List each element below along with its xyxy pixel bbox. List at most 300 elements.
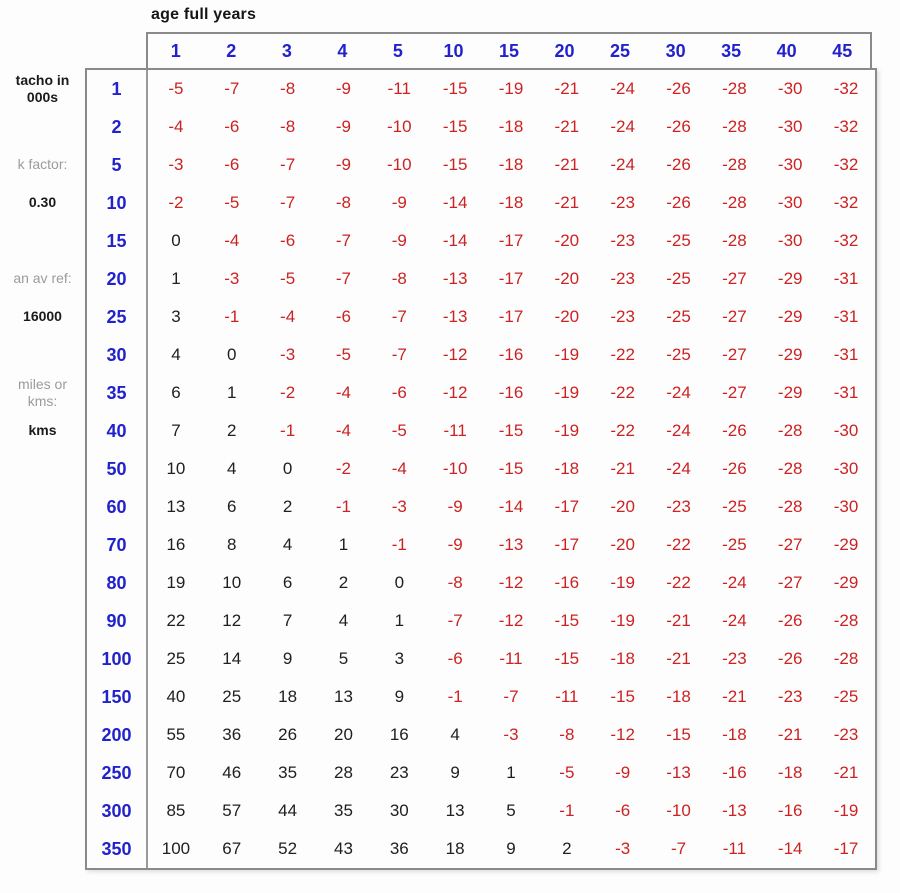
units-value-line: kms xyxy=(28,422,57,439)
data-cell: -11 xyxy=(722,839,747,858)
data-cell: -28 xyxy=(722,155,747,174)
data-cell: 35 xyxy=(333,801,353,820)
data-cell: -20 xyxy=(610,535,635,554)
data-cell: 0 xyxy=(394,573,405,592)
column-header: 20 xyxy=(554,40,575,61)
data-cell: -5 xyxy=(224,193,240,212)
data-cell: -15 xyxy=(498,421,524,440)
column-header: 30 xyxy=(665,40,686,61)
data-cell: -5 xyxy=(559,763,575,782)
data-cell: -18 xyxy=(498,155,524,174)
data-cell: 13 xyxy=(333,687,353,706)
data-cell: -23 xyxy=(610,307,635,326)
data-cell: -28 xyxy=(833,611,859,630)
data-cell: 4 xyxy=(450,725,460,744)
tacho-units-label xyxy=(0,70,85,108)
data-cell: -17 xyxy=(498,307,524,326)
data-cell: -30 xyxy=(777,155,803,174)
data-cell: -28 xyxy=(722,79,747,98)
data-cell: -9 xyxy=(447,497,463,516)
data-cell: -26 xyxy=(722,421,747,440)
data-cell: 67 xyxy=(222,839,242,858)
row-label: 350 xyxy=(101,838,132,859)
data-cell: -26 xyxy=(666,193,691,212)
data-cell: -25 xyxy=(833,687,859,706)
data-cell: -16 xyxy=(722,763,747,782)
data-cell: -27 xyxy=(722,269,747,288)
data-cell: -23 xyxy=(722,649,747,668)
data-cell: -7 xyxy=(391,345,407,364)
data-cell: -24 xyxy=(610,117,635,136)
row-label: 80 xyxy=(106,572,127,593)
data-cell: -24 xyxy=(722,573,747,592)
data-cell: -26 xyxy=(777,649,803,668)
data-cell: -25 xyxy=(722,497,747,516)
data-cell: -19 xyxy=(610,611,635,630)
data-cell: -31 xyxy=(833,307,859,326)
data-cell: -1 xyxy=(447,687,463,706)
data-cell: 18 xyxy=(278,687,298,706)
data-cell: -3 xyxy=(168,155,184,174)
data-cell: 1 xyxy=(506,763,516,782)
data-cell: -8 xyxy=(447,573,463,592)
data-cell: -25 xyxy=(666,231,691,250)
row-labels xyxy=(87,70,148,868)
column-header: 1 xyxy=(170,40,181,61)
data-cell: -30 xyxy=(833,459,859,478)
data-cell: -4 xyxy=(335,383,352,402)
data-cell: -24 xyxy=(722,611,747,630)
row-label: 10 xyxy=(106,192,127,213)
data-cell: -9 xyxy=(391,231,407,250)
data-cell: -7 xyxy=(280,193,296,212)
data-cell: -26 xyxy=(666,79,691,98)
data-cell: -7 xyxy=(670,839,687,858)
data-cell: 4 xyxy=(227,459,237,478)
data-cell: -21 xyxy=(610,459,635,478)
data-cell: 6 xyxy=(282,573,293,592)
data-cell: 9 xyxy=(450,763,460,782)
data-cell: -25 xyxy=(666,269,691,288)
data-cell: 40 xyxy=(166,687,186,706)
tacho-units-label-line: tacho in xyxy=(15,71,70,88)
data-cell: -24 xyxy=(666,459,691,478)
data-cell: -8 xyxy=(280,79,296,98)
data-cell: 5 xyxy=(338,649,349,668)
data-cell: -11 xyxy=(443,421,467,440)
data-cell: 19 xyxy=(166,573,186,592)
data-cell: -28 xyxy=(722,231,747,250)
data-cell: -22 xyxy=(666,535,691,554)
data-cell: 4 xyxy=(171,345,181,364)
data-cell: -22 xyxy=(666,573,691,592)
data-cell: -16 xyxy=(498,383,524,402)
data-cell: -2 xyxy=(280,383,296,402)
data-cell: 28 xyxy=(333,763,353,782)
data-cell: 26 xyxy=(278,725,298,744)
data-cell: -28 xyxy=(777,497,803,516)
data-cell: -30 xyxy=(777,231,803,250)
data-cell: -3 xyxy=(280,345,296,364)
data-cell: 10 xyxy=(222,573,242,592)
data-cell: -15 xyxy=(442,155,468,174)
column-header: 25 xyxy=(610,40,631,61)
data-cell: -15 xyxy=(442,117,468,136)
data-cell: -9 xyxy=(391,193,407,212)
data-cell: -22 xyxy=(610,345,635,364)
data-cell: -32 xyxy=(833,117,859,136)
row-label: 30 xyxy=(106,344,127,365)
column-header: 3 xyxy=(281,40,292,61)
data-cell: -26 xyxy=(666,155,691,174)
data-cell: -1 xyxy=(224,307,240,326)
data-cell: 9 xyxy=(394,687,405,706)
data-cell: -21 xyxy=(554,155,580,174)
data-cell: 52 xyxy=(278,839,298,858)
data-cell: 46 xyxy=(222,763,242,782)
data-cell: -1 xyxy=(335,497,352,516)
data-cell: -13 xyxy=(442,269,468,288)
data-cell: -27 xyxy=(722,383,747,402)
data-cell: -25 xyxy=(722,535,747,554)
data-cell: -13 xyxy=(722,801,747,820)
k-factor-value-line: 0.30 xyxy=(28,194,57,211)
row-label: 35 xyxy=(106,382,127,403)
data-cell: -2 xyxy=(168,193,184,212)
data-cell: -22 xyxy=(610,421,635,440)
data-cell: -4 xyxy=(335,421,352,440)
data-cell: -6 xyxy=(447,649,463,668)
data-cell: -3 xyxy=(615,839,631,858)
column-header: 4 xyxy=(337,40,348,61)
data-cell: -29 xyxy=(777,345,803,364)
row-label: 150 xyxy=(101,686,132,707)
data-cell: 44 xyxy=(278,801,298,820)
data-cell: -10 xyxy=(442,459,468,478)
data-cell: -14 xyxy=(777,839,803,858)
data-cell: 7 xyxy=(171,421,181,440)
data-cell: -12 xyxy=(498,573,524,592)
data-cell: -12 xyxy=(610,725,635,744)
data-cell: -3 xyxy=(391,497,407,516)
data-cell: 25 xyxy=(166,649,186,668)
data-cell: 70 xyxy=(166,763,186,782)
data-cell: -19 xyxy=(554,383,580,402)
data-cell: -32 xyxy=(833,231,859,250)
data-cell: -12 xyxy=(442,345,468,364)
data-cell: -12 xyxy=(498,611,524,630)
data-cell: 4 xyxy=(282,535,293,554)
data-cell: -15 xyxy=(666,725,691,744)
data-cell: -18 xyxy=(777,763,803,782)
tacho-units-label-line: 000s xyxy=(26,89,59,105)
data-cell: -3 xyxy=(503,725,519,744)
data-cell: 1 xyxy=(338,535,349,554)
data-cell: -29 xyxy=(777,307,803,326)
data-cell: 7 xyxy=(282,611,293,630)
row-label: 250 xyxy=(101,762,132,783)
data-cell: -16 xyxy=(777,801,803,820)
data-cell: 14 xyxy=(222,649,242,668)
data-cell: -18 xyxy=(498,193,524,212)
row-label: 90 xyxy=(106,610,127,631)
data-cell: -27 xyxy=(777,573,803,592)
data-cell: 6 xyxy=(227,497,237,516)
data-cell: -27 xyxy=(777,535,803,554)
data-cell: -26 xyxy=(777,611,803,630)
data-cell: 16 xyxy=(166,535,186,554)
data-cell: -21 xyxy=(666,649,691,668)
data-cell: -30 xyxy=(833,421,859,440)
data-cell: -8 xyxy=(559,725,575,744)
data-cell: -2 xyxy=(335,459,352,478)
data-cell: 13 xyxy=(166,497,186,516)
data-cell: 43 xyxy=(333,839,353,858)
data-cell: -3 xyxy=(224,269,240,288)
data-cell: 10 xyxy=(166,459,186,478)
data-cell: 2 xyxy=(338,573,349,592)
data-cell: -9 xyxy=(615,763,631,782)
data-cell: -17 xyxy=(833,839,859,858)
data-cell: -8 xyxy=(280,117,296,136)
row-label: 1 xyxy=(111,78,122,99)
data-cell: -9 xyxy=(335,117,352,136)
data-cell: -4 xyxy=(280,307,296,326)
annual-average-ref-label-line: an av ref: xyxy=(13,270,72,287)
data-cell: 23 xyxy=(389,763,409,782)
data-cell: -15 xyxy=(554,649,580,668)
data-cell: -6 xyxy=(280,231,296,250)
data-cell: -20 xyxy=(554,307,580,326)
data-cell: -23 xyxy=(610,269,635,288)
data-cell: 2 xyxy=(282,497,293,516)
data-cell: -29 xyxy=(833,535,859,554)
annual-average-ref-label xyxy=(0,260,85,298)
data-cell: 18 xyxy=(445,839,465,858)
data-cell: -32 xyxy=(833,155,859,174)
data-cell: 100 xyxy=(161,839,191,858)
data-cell: -31 xyxy=(833,383,859,402)
data-cell: 4 xyxy=(338,611,349,630)
data-cell: -21 xyxy=(777,725,803,744)
row-label: 200 xyxy=(101,724,132,745)
column-header: 5 xyxy=(392,40,403,61)
k-factor-value xyxy=(0,184,85,222)
data-cell: -9 xyxy=(447,535,463,554)
data-cell: -4 xyxy=(391,459,407,478)
data-cell: -4 xyxy=(224,231,240,250)
data-cell: -20 xyxy=(610,497,635,516)
data-cell: -27 xyxy=(722,345,747,364)
data-cell: 35 xyxy=(278,763,298,782)
data-cell: -7 xyxy=(280,155,296,174)
miles-or-kms-label-line: kms: xyxy=(27,393,58,409)
data-cell: -28 xyxy=(777,459,803,478)
data-cell: -31 xyxy=(833,345,859,364)
data-cell: -15 xyxy=(498,459,524,478)
data-cell: 20 xyxy=(333,725,353,744)
column-headers xyxy=(148,34,870,68)
column-header: 2 xyxy=(226,40,237,61)
data-cell: -29 xyxy=(833,573,859,592)
data-cell: 0 xyxy=(227,345,237,364)
data-cell: -19 xyxy=(554,421,580,440)
units-value xyxy=(0,412,85,450)
data-cell: -26 xyxy=(666,117,691,136)
annual-average-ref-value xyxy=(0,298,85,336)
data-cell: -4 xyxy=(168,117,184,136)
data-cell: -19 xyxy=(498,79,524,98)
data-cell: -21 xyxy=(554,193,580,212)
row-label: 25 xyxy=(106,306,127,327)
data-cell: -23 xyxy=(610,193,635,212)
data-cell: -21 xyxy=(833,763,859,782)
data-cell: -16 xyxy=(554,573,580,592)
data-cell: 13 xyxy=(445,801,465,820)
data-cell: -19 xyxy=(554,345,580,364)
data-cell: -1 xyxy=(391,535,407,554)
data-cell: -14 xyxy=(442,231,468,250)
side-annotations xyxy=(0,70,85,868)
data-cell: -21 xyxy=(722,687,747,706)
data-cell: 25 xyxy=(222,687,242,706)
data-cell: -13 xyxy=(666,763,691,782)
data-cell: 16 xyxy=(389,725,409,744)
data-cell: 9 xyxy=(282,649,293,668)
column-header: 10 xyxy=(443,40,464,61)
data-cell: -25 xyxy=(666,345,691,364)
data-cell: 22 xyxy=(166,611,186,630)
data-cell: 0 xyxy=(282,459,293,478)
data-cell: -19 xyxy=(610,573,635,592)
data-cell: 36 xyxy=(222,725,242,744)
miles-or-kms-label-line: miles or xyxy=(17,375,67,392)
data-cell: -23 xyxy=(833,725,859,744)
data-cell: -9 xyxy=(335,79,352,98)
data-cell: 30 xyxy=(389,801,409,820)
data-cell: -13 xyxy=(442,307,468,326)
data-cell: -18 xyxy=(722,725,747,744)
data-cell: -10 xyxy=(387,117,412,136)
data-cell: 85 xyxy=(166,801,186,820)
column-header: 35 xyxy=(721,40,742,61)
data-cell: -31 xyxy=(833,269,859,288)
data-cell: -5 xyxy=(335,345,352,364)
data-cell: 1 xyxy=(227,383,237,402)
data-cell: -22 xyxy=(610,383,635,402)
age-axis-title: age full years xyxy=(151,6,257,23)
data-cell: -21 xyxy=(554,117,580,136)
data-cell: -18 xyxy=(554,459,580,478)
data-cell: -26 xyxy=(722,459,747,478)
data-cell: 2 xyxy=(227,421,237,440)
data-cell: -16 xyxy=(498,345,524,364)
row-label: 2 xyxy=(111,116,122,137)
data-cell: -15 xyxy=(610,687,635,706)
data-cell: -5 xyxy=(280,269,296,288)
data-cell: -18 xyxy=(610,649,635,668)
data-cell: 1 xyxy=(171,269,181,288)
row-label: 50 xyxy=(106,458,127,479)
data-cell: -9 xyxy=(335,155,352,174)
data-cell: -20 xyxy=(554,231,580,250)
data-cell: 12 xyxy=(222,611,242,630)
data-cell: -6 xyxy=(224,155,240,174)
data-cell: 5 xyxy=(506,801,516,820)
data-cell: -6 xyxy=(391,383,407,402)
data-cell: -28 xyxy=(722,193,747,212)
data-cell: -20 xyxy=(554,269,580,288)
data-cell: 36 xyxy=(389,839,409,858)
k-factor-label xyxy=(0,146,85,184)
data-cell: -6 xyxy=(615,801,631,820)
data-cell: -5 xyxy=(168,79,184,98)
data-cell: -5 xyxy=(391,421,407,440)
data-cell: -7 xyxy=(503,687,519,706)
data-cell: -6 xyxy=(224,117,240,136)
data-cell: -8 xyxy=(335,193,352,212)
data-cell: -29 xyxy=(777,383,803,402)
row-label: 100 xyxy=(101,648,132,669)
data-cell: -25 xyxy=(666,307,691,326)
data-cell: -28 xyxy=(777,421,803,440)
data-cell: -29 xyxy=(777,269,803,288)
data-cell: -18 xyxy=(666,687,691,706)
data-cell: -10 xyxy=(666,801,691,820)
row-label: 70 xyxy=(106,534,127,555)
data-cell: -7 xyxy=(391,307,407,326)
data-cell: -17 xyxy=(498,231,524,250)
column-header-box xyxy=(146,32,872,68)
data-cell: -28 xyxy=(833,649,859,668)
data-cell: -24 xyxy=(610,79,635,98)
data-cell: 8 xyxy=(227,535,237,554)
data-cell: 57 xyxy=(222,801,242,820)
data-cell: 9 xyxy=(506,839,516,858)
data-cell: -13 xyxy=(498,535,524,554)
data-cell: -24 xyxy=(666,383,691,402)
data-cell: 6 xyxy=(171,383,181,402)
data-cell: -24 xyxy=(666,421,691,440)
data-cell: 1 xyxy=(394,611,405,630)
data-cell: -30 xyxy=(833,497,859,516)
column-header: 15 xyxy=(498,40,519,61)
data-cell: -7 xyxy=(335,269,352,288)
data-cell: 3 xyxy=(394,649,405,668)
data-cell: -19 xyxy=(833,801,859,820)
table-body xyxy=(85,68,877,870)
row-label: 15 xyxy=(106,230,127,251)
data-cell: -23 xyxy=(666,497,691,516)
data-cell: -30 xyxy=(777,193,803,212)
data-cell: -32 xyxy=(833,79,859,98)
data-cell: -15 xyxy=(442,79,468,98)
row-label: 60 xyxy=(106,496,127,517)
row-label: 300 xyxy=(101,800,132,821)
data-cell: -1 xyxy=(280,421,296,440)
column-header: 45 xyxy=(832,40,853,61)
data-cell: -17 xyxy=(554,497,580,516)
data-cell: -17 xyxy=(498,269,524,288)
data-cell: -14 xyxy=(498,497,524,516)
data-cell: -11 xyxy=(555,687,579,706)
data-cell: -28 xyxy=(722,117,747,136)
data-grid xyxy=(148,70,874,868)
annual-average-ref-value-line: 16000 xyxy=(23,308,62,325)
data-cell: -27 xyxy=(722,307,747,326)
data-cell: -23 xyxy=(777,687,803,706)
data-cell: -30 xyxy=(777,79,803,98)
